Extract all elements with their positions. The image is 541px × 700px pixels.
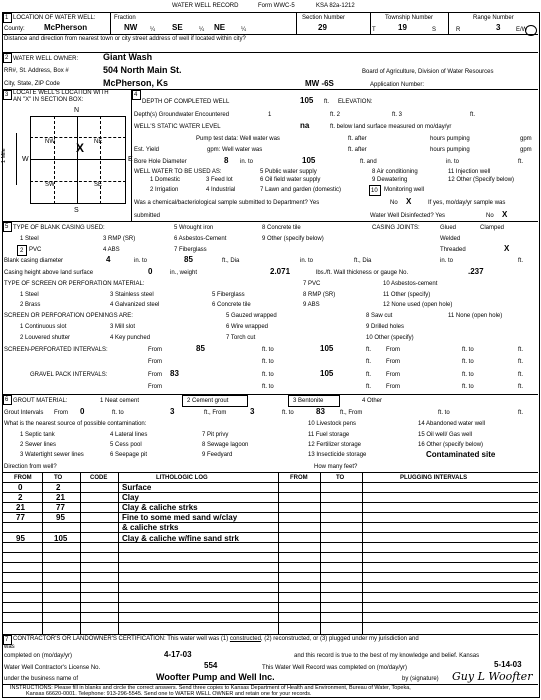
- chem-no-label: No: [390, 200, 398, 206]
- license-label: Water Well Contractor's License No.: [4, 665, 101, 671]
- joint-clamped[interactable]: Clamped: [480, 225, 505, 231]
- use-monitoring-well[interactable]: Monitoring well: [384, 187, 425, 193]
- locate-label-2: AN "X" IN SECTION BOX:: [13, 97, 84, 103]
- form-number: Form WWC-5: [258, 3, 295, 9]
- se-quadrant: SE: [94, 182, 103, 188]
- completed-date[interactable]: 4-17-03: [164, 650, 192, 659]
- log-header-code: CODE: [90, 475, 108, 481]
- grout-cement-grout-checked[interactable]: 2 Cement grout: [182, 395, 248, 407]
- grout-to2-value[interactable]: 83: [316, 407, 325, 416]
- opening-louvered[interactable]: 2 Louvered shutter: [20, 335, 71, 341]
- casing-height-value[interactable]: 0: [148, 267, 153, 276]
- ft-label: ft.: [518, 347, 524, 353]
- how-many-feet-label: How many feet?: [314, 464, 358, 470]
- township-label: Township Number: [385, 15, 434, 21]
- from-label: From: [386, 372, 400, 378]
- completed-label: completed on (mo/day/yr): [4, 653, 73, 659]
- opening-saw-cut[interactable]: 8 Saw cut: [366, 313, 393, 319]
- from-label: From: [54, 410, 68, 416]
- ft-to-label: ft. to: [462, 359, 474, 365]
- fraction-q3[interactable]: NE: [214, 23, 226, 32]
- board-label: Board of Agriculture, Division of Water Resources: [362, 69, 494, 75]
- distance-label: Distance and direction from nearest town or city street address of well if located within city?: [4, 36, 246, 42]
- screen-brass[interactable]: 2 Brass: [20, 302, 41, 308]
- from-label: From: [148, 359, 162, 365]
- cert-text-2: , (2) reconstructed, or (3) plugged under my jurisdiction and: [260, 636, 419, 642]
- opening-gauzed[interactable]: 5 Gauzed wrapped: [226, 313, 277, 319]
- log-header-lithologic: LITHOLOGIC LOG: [156, 475, 208, 481]
- fraction-q2[interactable]: SE: [172, 23, 183, 32]
- log-description[interactable]: Fine to some med sand w/clay: [122, 513, 238, 522]
- from-label: From: [386, 359, 400, 365]
- contamination-label: What is the nearest source of possible contamination:: [4, 421, 147, 427]
- blank-casing-label: TYPE OF BLANK CASING USED:: [13, 225, 105, 231]
- fraction-q1[interactable]: NW: [124, 23, 138, 32]
- casing-asbestos[interactable]: 6 Asbestos-Cement: [174, 236, 227, 242]
- gravel-pack-label: GRAVEL PACK INTERVALS:: [30, 372, 108, 378]
- opening-continuous-slot[interactable]: 1 Continuous slot: [20, 324, 67, 330]
- bore-to-value[interactable]: 105: [302, 156, 316, 165]
- screen-pvc[interactable]: 7 PVC: [303, 281, 321, 287]
- ft-to-label: ft. to: [262, 359, 274, 365]
- township-value[interactable]: 19: [398, 23, 407, 32]
- certification-label: [13, 636, 419, 642]
- gw-2: ft. 2: [330, 112, 341, 118]
- ne-quadrant: NE: [94, 139, 103, 145]
- contam-abandoned-well[interactable]: 14 Abandoned water well: [418, 421, 486, 427]
- opening-torch-cut[interactable]: 7 Torch cut: [226, 335, 256, 341]
- after-label: ft. after: [348, 147, 367, 153]
- ft-to-label: ft. to: [462, 372, 474, 378]
- log-description[interactable]: Clay: [122, 493, 139, 502]
- quarter-symbol: ¼: [241, 27, 247, 33]
- casing-pvc[interactable]: PVC: [29, 247, 42, 253]
- in-to-label: in. to: [300, 258, 314, 264]
- fraction-label: Fraction: [114, 15, 136, 21]
- screen-other[interactable]: 11 Other (specify): [383, 292, 431, 298]
- contam-oil-gas-well[interactable]: 15 Oil well/ Gas well: [418, 432, 473, 438]
- ft-label: ft.: [518, 410, 524, 416]
- screen-to-value[interactable]: 105: [320, 344, 334, 353]
- gw-3: ft. 3: [392, 112, 403, 118]
- casing-wrought-iron[interactable]: 5 Wrought iron: [174, 225, 214, 231]
- city-value[interactable]: McPherson, Ks: [103, 78, 169, 88]
- grout-from-value[interactable]: 0: [80, 407, 85, 416]
- county-label: County:: [4, 26, 25, 32]
- in-to-label: in. to: [240, 159, 254, 165]
- ft-label: ft.: [518, 258, 524, 264]
- grout-other[interactable]: 4 Other: [362, 398, 383, 404]
- section-grid[interactable]: [30, 116, 126, 204]
- nw-quadrant: NW: [45, 139, 55, 145]
- use-label: WELL WATER TO BE USED AS:: [134, 169, 222, 175]
- log-to[interactable]: 95: [56, 513, 65, 522]
- opening-other[interactable]: 10 Other (specify): [366, 335, 414, 341]
- ft-dia-label: ft., Dia: [222, 258, 240, 264]
- casing-height-label: Casing height above land surface: [4, 270, 94, 276]
- screen-intervals-label: SCREEN-PERFORATED INTERVALS:: [4, 347, 108, 353]
- gauge-value[interactable]: .237: [468, 267, 484, 276]
- contam-cess-pool[interactable]: 5 Cess pool: [110, 442, 142, 448]
- casing-other[interactable]: 9 Other (specify below): [262, 236, 324, 242]
- joint-glued[interactable]: Glued: [440, 225, 457, 231]
- depth-label: DEPTH OF COMPLETED WELL: [142, 99, 230, 105]
- section-number-value[interactable]: 29: [318, 23, 327, 32]
- lbs-label: lbs./ft. Wall thickness or gauge No.: [316, 270, 409, 276]
- chem-no-x[interactable]: X: [406, 197, 412, 206]
- ft-label: ft.: [518, 159, 524, 165]
- ft-label: ft.: [518, 372, 524, 378]
- city-label: City, State, ZIP Code: [4, 81, 60, 87]
- ft-label: ft.: [366, 347, 372, 353]
- well-location-x: X: [76, 141, 85, 155]
- screen-material-label: TYPE OF SCREEN OR PERFORATION MATERIAL:: [4, 281, 145, 287]
- ft-to-label: ft. to: [262, 372, 274, 378]
- use-irrigation[interactable]: 2 Irrigation: [150, 187, 179, 193]
- constructed-underlined[interactable]: constructed: [229, 636, 261, 642]
- signature-label: by (signature): [402, 676, 439, 682]
- section-2-number: 2: [3, 53, 12, 63]
- from-label: From: [148, 347, 162, 353]
- opening-mill-slot[interactable]: 3 Mill slot: [110, 324, 136, 330]
- hours-label: hours pumping: [430, 147, 470, 153]
- cert-text: CONTRACTOR'S OR LANDOWNER'S CERTIFICATION: This water well was (1): [13, 636, 229, 642]
- log-header-to: TO: [54, 475, 63, 481]
- contaminated-site-value[interactable]: Contaminated site: [426, 450, 496, 459]
- mile-label: 1 Mile: [1, 148, 7, 163]
- location-label: LOCATION OF WATER WELL:: [13, 15, 96, 21]
- use-lawn-garden[interactable]: 7 Lawn and garden (domestic): [260, 187, 342, 193]
- west-label: W: [22, 156, 29, 163]
- sw-quadrant: SW: [45, 182, 55, 188]
- gpm-label: gpm: [520, 147, 532, 153]
- in-to-label: in. to: [134, 258, 148, 264]
- depth-value[interactable]: 105: [300, 96, 314, 105]
- static-label: WELL'S STATIC WATER LEVEL: [134, 124, 221, 130]
- north-label: N: [74, 107, 80, 114]
- range-ew: E/W: [516, 27, 528, 33]
- opening-wire-wrapped[interactable]: 6 Wire wrapped: [226, 324, 269, 330]
- casing-joints-label: CASING JOINTS:: [372, 225, 420, 231]
- contam-insecticide-storage[interactable]: 13 Insecticide storage: [308, 452, 367, 458]
- log-to[interactable]: 105: [54, 534, 68, 543]
- from-label: From: [386, 347, 400, 353]
- grout-label: GROUT MATERIAL:: [13, 398, 68, 404]
- casing-rmp[interactable]: 3 RMP (SR): [103, 236, 136, 242]
- record-date[interactable]: 5-14-03: [494, 660, 522, 669]
- address-label: RR#, St. Address, Box #: [4, 68, 69, 74]
- application-label: Application Number:: [370, 82, 425, 88]
- from-label: From: [386, 384, 400, 390]
- range-label: Range Number: [473, 15, 514, 21]
- screen-fiberglass[interactable]: 5 Fiberglass: [212, 292, 245, 298]
- south-label: S: [74, 207, 79, 214]
- contam-other[interactable]: 16 Other (specify below): [418, 442, 484, 448]
- gravel-to-value[interactable]: 105: [320, 369, 334, 378]
- yield-mid: gpm: Well water was: [207, 147, 263, 153]
- ft-to-label: ft. to: [112, 410, 124, 416]
- static-value[interactable]: na: [300, 121, 310, 130]
- screen-rmp[interactable]: 8 RMP (SR): [303, 292, 336, 298]
- use-monitoring-checked[interactable]: 10: [369, 185, 381, 196]
- ft-label: ft.: [518, 384, 524, 390]
- contam-livestock-pens[interactable]: 10 Livestock pens: [308, 421, 357, 427]
- gpm-label: gpm: [520, 136, 532, 142]
- contam-sewer-lines[interactable]: 2 Sewer lines: [20, 442, 57, 448]
- ft-from-label: ft., From: [204, 410, 227, 416]
- section-number-label: Section Number: [302, 15, 346, 21]
- ft-label: ft.: [366, 359, 372, 365]
- use-feedlot[interactable]: 3 Feed lot: [206, 177, 233, 183]
- direction-label: Direction from well?: [4, 464, 57, 470]
- ft-to-label: ft. to: [462, 384, 474, 390]
- log-to[interactable]: 21: [56, 493, 65, 502]
- contam-fuel-storage[interactable]: 11 Fuel storage: [308, 432, 350, 438]
- contam-watertight-sewer[interactable]: 3 Watertight sewer lines: [20, 452, 84, 458]
- owner-value[interactable]: Giant Wash: [103, 52, 153, 62]
- screen-abs[interactable]: 9 ABS: [303, 302, 320, 308]
- joint-threaded[interactable]: Threaded: [440, 247, 466, 253]
- after-label: ft. after: [348, 136, 367, 142]
- completed-tail: and this record is true to the best of my knowledge and belief. Kansas: [294, 653, 480, 659]
- quarter-symbol: ¼: [199, 27, 205, 33]
- contam-lateral-lines[interactable]: 4 Lateral lines: [110, 432, 148, 438]
- gw-4: ft.: [470, 112, 476, 118]
- log-header-from: FROM: [14, 475, 32, 481]
- casing-steel[interactable]: 1 Steel: [20, 236, 39, 242]
- blank-diameter-to[interactable]: 85: [184, 255, 193, 264]
- screen-from-value[interactable]: 85: [196, 344, 205, 353]
- section-1-number: 1: [3, 13, 12, 23]
- joint-welded[interactable]: Welded: [440, 236, 461, 242]
- opening-drilled-holes[interactable]: 9 Drilled holes: [366, 324, 405, 330]
- instructions-line-2: Kansas 66620-0001. Telephone: 913-296-5545. Send one to WATER WELL OWNER and retain one for your records.: [26, 691, 312, 697]
- plug-header-to: TO: [336, 475, 345, 481]
- form-title: WATER WELL RECORD: [172, 3, 239, 9]
- use-oil-field[interactable]: 6 Oil field water supply: [260, 177, 321, 183]
- ft-to-label: ft. to: [262, 347, 274, 353]
- opening-key-punched[interactable]: 4 Key punched: [110, 335, 151, 341]
- screen-none[interactable]: 12 None used (open hole): [383, 302, 453, 308]
- log-description[interactable]: Clay & caliche strks: [122, 503, 198, 512]
- ft-label: ft.: [324, 99, 330, 105]
- from-label: From: [148, 384, 162, 390]
- range-value[interactable]: 3: [496, 23, 501, 32]
- township-s: S: [432, 27, 437, 33]
- ksa-number: KSA 82a-1212: [316, 3, 355, 9]
- blank-diameter-value[interactable]: 4: [106, 255, 111, 264]
- address-value[interactable]: 504 North Main St.: [103, 65, 182, 75]
- elevation-label: ELEVATION:: [338, 99, 373, 105]
- bore-value[interactable]: 8: [224, 156, 229, 165]
- log-from[interactable]: 0: [18, 483, 23, 492]
- ft-to-label: ft. to: [438, 410, 450, 416]
- ft-label: ft.: [366, 372, 372, 378]
- in-to-label: in. to: [446, 159, 460, 165]
- log-to[interactable]: 77: [56, 503, 65, 512]
- contam-feedyard[interactable]: 9 Feedyard: [202, 452, 233, 458]
- ft-label: ft.: [518, 359, 524, 365]
- openings-label: SCREEN OR PERFORATION OPENINGS ARE:: [4, 313, 133, 319]
- bore-label: Bore Hole Diameter: [134, 159, 187, 165]
- grout-to-value[interactable]: 3: [170, 407, 175, 416]
- record-completed-label: This Water Well Record was completed on (mo/day/yr): [262, 665, 408, 671]
- use-dewatering[interactable]: 9 Dewatering: [372, 177, 408, 183]
- log-description[interactable]: Clay & caliche w/fine sand strk: [122, 534, 239, 543]
- screen-galvanized[interactable]: 4 Galvanized steel: [110, 302, 160, 308]
- log-description[interactable]: Surface: [122, 483, 152, 492]
- instructions-line-1: INSTRUCTIONS: Please fill in blanks and circle the correct answers. Send three copies to Kansas Department of Health and Environment, Bureau of Water, Topeka,: [10, 685, 411, 691]
- log-description[interactable]: & caliche strks: [122, 523, 179, 532]
- ft-to-label: ft. to: [262, 384, 274, 390]
- mw-id[interactable]: MW -6S: [305, 79, 334, 88]
- use-injection-well[interactable]: 11 Injection well: [448, 169, 491, 175]
- quarter-symbol: ¼: [150, 27, 156, 33]
- from-label: From: [148, 372, 162, 378]
- log-from[interactable]: 77: [16, 513, 25, 522]
- business-value[interactable]: Woofter Pump and Well Inc.: [156, 672, 275, 682]
- threaded-x[interactable]: X: [504, 244, 510, 253]
- casing-concrete-tile[interactable]: 8 Concrete tile: [262, 225, 301, 231]
- ft-and-label: ft. and: [360, 159, 377, 165]
- township-t: T: [372, 27, 376, 33]
- owner-label: WATER WELL OWNER:: [13, 56, 79, 62]
- was-label: was: [4, 644, 15, 650]
- contam-pit-privy[interactable]: 7 Pit privy: [202, 432, 229, 438]
- section-5-number: 5: [3, 222, 12, 232]
- section-7-number: 7: [3, 635, 12, 645]
- gw-1: 1: [268, 112, 272, 118]
- screen-concrete-tile[interactable]: 6 Concrete tile: [212, 302, 251, 308]
- hours-label: hours pumping: [430, 136, 470, 142]
- business-label: under the business name of: [4, 676, 79, 682]
- disinfected-no-x[interactable]: X: [502, 210, 508, 219]
- locate-label: LOCATE WELL'S LOCATION WITH: [13, 90, 109, 96]
- section-6-number: 6: [3, 395, 12, 405]
- grout-neat-cement[interactable]: 1 Neat cement: [100, 398, 140, 404]
- submitted-label: submitted: [134, 213, 161, 219]
- contam-fertilizer-storage[interactable]: 12 Fertilizer storage: [308, 442, 362, 448]
- county-value[interactable]: McPherson: [44, 23, 88, 32]
- signature: Guy L Woofter: [452, 670, 533, 683]
- contam-septic-tank[interactable]: 1 Septic tank: [20, 432, 55, 438]
- ft-dia-label: ft., Dia: [354, 258, 372, 264]
- weight-label: in., weight: [170, 270, 198, 276]
- pump-label: Pump test data: Well water was: [196, 136, 280, 142]
- casing-pvc-checked[interactable]: 2: [17, 245, 27, 256]
- grout-bentonite-checked[interactable]: 3 Bentonite: [288, 395, 340, 407]
- license-value[interactable]: 554: [204, 661, 218, 670]
- ft-to-label: ft. to: [462, 347, 474, 353]
- contam-seepage-pit[interactable]: 6 Seepage pit: [110, 452, 148, 458]
- screen-steel[interactable]: 1 Steel: [20, 292, 39, 298]
- log-from[interactable]: 95: [16, 534, 25, 543]
- log-to[interactable]: 2: [56, 483, 61, 492]
- blank-diameter-label: Blank casing diameter: [4, 258, 64, 264]
- ft-to-label: ft. to: [282, 410, 294, 416]
- section-3-number: 3: [3, 90, 12, 100]
- ft-from-label: ft., From: [340, 410, 363, 416]
- disinfected-label: Water Well Disinfected? Yes: [370, 213, 446, 219]
- east-label: E: [128, 156, 133, 163]
- contam-sewage-lagoon[interactable]: 8 Sewage lagoon: [202, 442, 249, 448]
- section-4-number: 4: [132, 90, 141, 100]
- grout-intervals-label: Grout Intervals: [4, 410, 44, 416]
- plug-header-intervals: PLUGGING INTERVALS: [400, 475, 468, 481]
- yield-label: Est. Yield: [134, 147, 160, 153]
- chem-date-label: If yes, mo/day/yr sample was: [428, 200, 506, 206]
- log-from[interactable]: 2: [18, 493, 23, 502]
- chem-sample-label: Was a chemical/bacteriological sample submitted to Department? Yes: [134, 200, 320, 206]
- use-other[interactable]: 12 Other (Specify below): [448, 177, 515, 183]
- casing-abs[interactable]: 4 ABS: [103, 247, 120, 253]
- static-tail: ft. below land surface measured on mo/day/yr: [330, 124, 452, 130]
- screen-asbestos[interactable]: 10 Asbestos-cement: [383, 281, 438, 287]
- opening-none[interactable]: 11 None (open hole): [448, 313, 503, 319]
- use-public-water[interactable]: 5 Public water supply: [260, 169, 317, 175]
- groundwater-label: Depth(s) Groundwater Encountered: [134, 112, 230, 118]
- use-air-conditioning[interactable]: 8 Air conditioning: [372, 169, 418, 175]
- range-r: R: [456, 27, 461, 33]
- log-from[interactable]: 21: [16, 503, 25, 512]
- casing-fiberglass[interactable]: 7 Fiberglass: [174, 247, 207, 253]
- screen-stainless[interactable]: 3 Stainless steel: [110, 292, 154, 298]
- grout-from2-value[interactable]: 3: [250, 407, 255, 416]
- ft-label: ft.: [366, 384, 372, 390]
- gravel-from-value[interactable]: 83: [170, 369, 179, 378]
- disinfected-no-label: No: [486, 213, 494, 219]
- weight-value[interactable]: 2.071: [270, 267, 291, 276]
- use-domestic[interactable]: 1 Domestic: [150, 177, 181, 183]
- in-to-label: in. to: [440, 258, 454, 264]
- use-industrial[interactable]: 4 Industrial: [206, 187, 236, 193]
- plug-header-from: FROM: [290, 475, 308, 481]
